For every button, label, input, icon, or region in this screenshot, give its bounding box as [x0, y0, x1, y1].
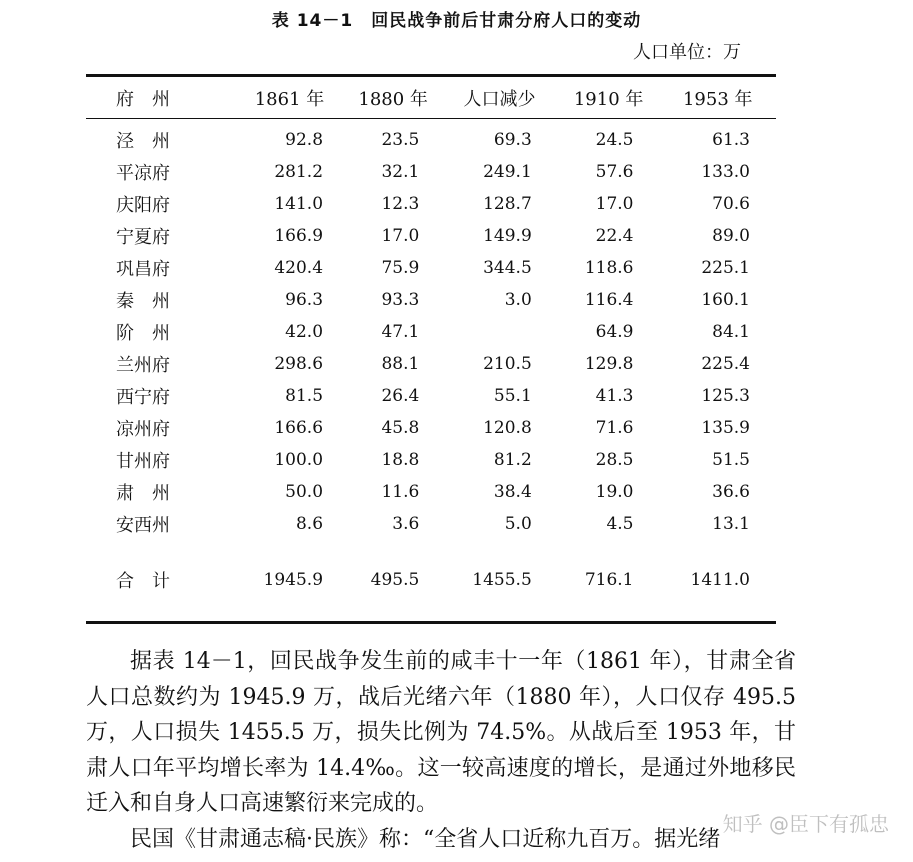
- cell-v1910: 64.9: [595, 322, 634, 342]
- cell-v1880: 495.5: [370, 570, 420, 590]
- cell-v1880: 23.5: [381, 130, 420, 150]
- cell-decrease: [441, 316, 557, 348]
- cell-v1953: 13.1: [712, 514, 750, 534]
- cell-decrease: 120.8: [483, 418, 532, 438]
- region-name: 阶 州: [116, 323, 170, 344]
- region-name: 庆阳府: [116, 195, 170, 216]
- cell-v1953: 51.5: [712, 450, 750, 470]
- cell-v1953: 125.3: [701, 386, 750, 406]
- cell-v1953: 160.1: [701, 290, 750, 310]
- cell-v1861: 1945.9: [263, 570, 324, 590]
- column-header: 1880 年: [358, 88, 428, 110]
- table-row: [86, 476, 776, 508]
- column-header: 人口减少: [463, 88, 536, 110]
- cell-v1910: 19.0: [595, 482, 634, 502]
- table-row: [86, 412, 776, 444]
- cell-v1880: 32.1: [381, 162, 420, 182]
- table-row: [86, 188, 776, 220]
- table-row: [86, 508, 776, 540]
- cell-v1880: 47.1: [381, 322, 420, 342]
- region-name: 安西州: [116, 515, 170, 536]
- cell-v1953: 89.0: [712, 226, 750, 246]
- table-title: 表 14－1 回民战争前后甘肃分府人口的变动: [271, 11, 642, 31]
- cell-v1910: 41.3: [595, 386, 634, 406]
- population-table: [86, 77, 776, 602]
- cell-v1861: 141.0: [274, 194, 324, 214]
- cell-decrease: 149.9: [483, 226, 532, 246]
- cell-v1861: 420.4: [274, 258, 324, 278]
- cell-decrease: 344.5: [483, 258, 532, 278]
- body-text: [86, 644, 796, 857]
- region-name: 秦 州: [116, 291, 170, 312]
- column-header: 府 州: [116, 88, 170, 110]
- cell-decrease: 128.7: [483, 194, 532, 214]
- paragraph: 据表 14－1，回民战争发生前的咸丰十一年（1861 年），甘肃全省人口总数约为 1945.9 万，战后光绪六年（1880 年），人口仅存 495.5 万，人口损失 1455.5 万，损失比例为 74.5%。从战后至 1953 年，甘肃人口年平均增长率为 14.4‰。这一较高速度的增长，是通过外地移民迁入和自身人口高速繁衍来完成的。: [86, 649, 796, 816]
- cell-decrease: 55.1: [493, 386, 532, 406]
- table-bottom-rule: [86, 621, 776, 624]
- region-name: 甘州府: [116, 451, 170, 472]
- table-row: [86, 316, 776, 348]
- unit-note: 人口单位：万: [633, 42, 741, 63]
- column-header: 1953 年: [682, 88, 753, 110]
- cell-v1953: 1411.0: [690, 570, 750, 590]
- cell-v1910: 129.8: [584, 354, 634, 374]
- cell-v1953: 225.1: [701, 258, 750, 278]
- cell-decrease: 1455.5: [472, 570, 532, 590]
- table-row: [86, 118, 776, 156]
- spacer-row: [86, 540, 776, 558]
- header-row: [86, 77, 776, 118]
- cell-v1910: 4.5: [606, 514, 634, 534]
- cell-v1910: 118.6: [584, 258, 634, 278]
- table-row: [86, 284, 776, 316]
- cell-decrease: 69.3: [493, 130, 532, 150]
- region-name: 泾 州: [116, 131, 170, 152]
- cell-v1880: 11.6: [381, 482, 420, 502]
- column-header: 1910 年: [573, 88, 644, 110]
- cell-v1861: 100.0: [274, 450, 324, 470]
- table-body: [86, 118, 776, 602]
- region-name: 宁夏府: [116, 227, 170, 248]
- cell-v1953: 70.6: [712, 194, 750, 214]
- table-row: [86, 444, 776, 476]
- cell-decrease: 5.0: [504, 514, 532, 534]
- cell-v1910: 116.4: [584, 290, 634, 310]
- cell-v1880: 75.9: [381, 258, 420, 278]
- cell-v1880: 88.1: [381, 354, 420, 374]
- watermark: 知乎 @臣下有孤忠: [722, 812, 889, 836]
- cell-v1953: 84.1: [712, 322, 750, 342]
- region-name: 兰州府: [116, 355, 170, 376]
- table-row: [86, 220, 776, 252]
- cell-v1861: 298.6: [274, 354, 324, 374]
- cell-v1861: 42.0: [285, 322, 324, 342]
- cell-decrease: 38.4: [493, 482, 532, 502]
- region-name: 凉州府: [116, 419, 170, 440]
- cell-v1880: 26.4: [381, 386, 420, 406]
- cell-v1910: 17.0: [595, 194, 634, 214]
- spacer-cell: [86, 540, 776, 558]
- total-row: [86, 558, 776, 602]
- region-name: 合 计: [116, 571, 170, 592]
- cell-decrease: 3.0: [504, 290, 532, 310]
- cell-v1861: 8.6: [295, 514, 324, 534]
- cell-v1910: 716.1: [584, 570, 634, 590]
- cell-v1861: 50.0: [285, 482, 324, 502]
- cell-v1953: 61.3: [712, 130, 750, 150]
- table-row: [86, 348, 776, 380]
- cell-v1880: 18.8: [381, 450, 420, 470]
- cell-v1953: 133.0: [701, 162, 750, 182]
- cell-v1880: 93.3: [381, 290, 420, 310]
- cell-v1910: 71.6: [595, 418, 634, 438]
- cell-v1910: 22.4: [595, 226, 634, 246]
- cell-v1953: 225.4: [701, 354, 750, 374]
- region-name: 巩昌府: [116, 259, 170, 280]
- cell-v1953: 135.9: [701, 418, 750, 438]
- cell-v1910: 28.5: [595, 450, 634, 470]
- cell-v1953: 36.6: [712, 482, 750, 502]
- table-row: [86, 252, 776, 284]
- cell-v1910: 24.5: [595, 130, 634, 150]
- cell-v1880: 3.6: [392, 514, 420, 534]
- cell-v1880: 12.3: [381, 194, 420, 214]
- cell-v1861: 81.5: [285, 386, 324, 406]
- cell-decrease: 210.5: [483, 354, 532, 374]
- cell-v1861: 96.3: [285, 290, 324, 310]
- cell-v1880: 45.8: [381, 418, 420, 438]
- cell-v1861: 281.2: [274, 162, 324, 182]
- cell-v1861: 92.8: [285, 130, 324, 150]
- table-row: [86, 156, 776, 188]
- cell-decrease: 81.2: [493, 450, 532, 470]
- paragraph: 民国《甘肃通志稿·民族》称：“全省人口近称九百万。据光绪: [130, 826, 721, 852]
- region-name: 平凉府: [116, 163, 170, 184]
- cell-v1861: 166.9: [274, 226, 324, 246]
- table-row: [86, 380, 776, 412]
- cell-decrease: 249.1: [483, 162, 532, 182]
- cell-v1880: 17.0: [381, 226, 420, 246]
- cell-v1861: 166.6: [274, 418, 324, 438]
- cell-v1910: 57.6: [595, 162, 634, 182]
- region-name: 肃 州: [116, 483, 170, 504]
- column-header: 1861 年: [254, 88, 325, 110]
- region-name: 西宁府: [116, 387, 170, 408]
